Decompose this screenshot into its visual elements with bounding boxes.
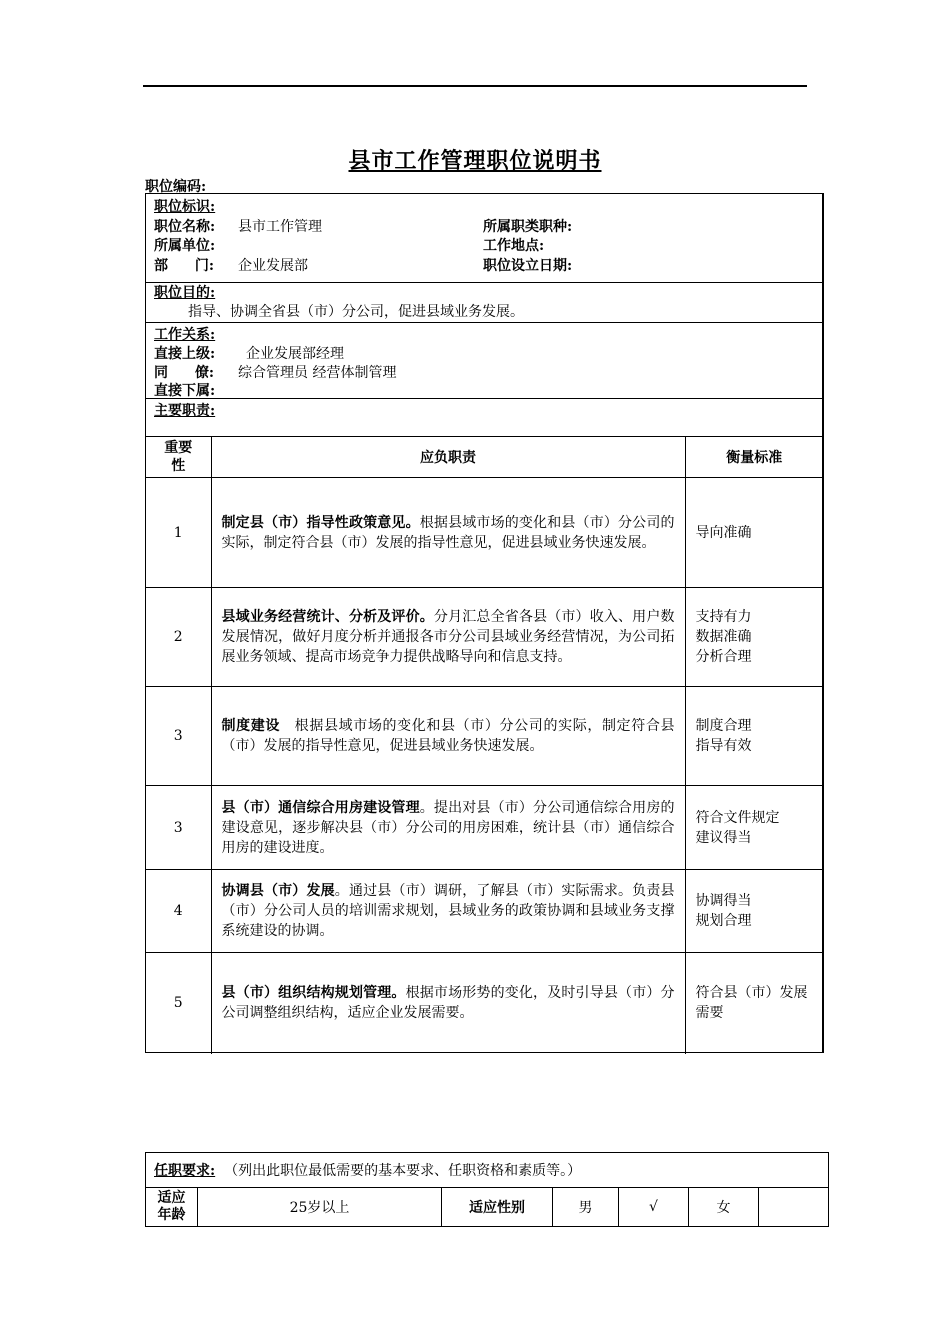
gender-female: 女 <box>689 1188 759 1227</box>
importance-cell: 3 <box>146 786 211 870</box>
measure-cell: 协调得当 规划合理 <box>685 870 823 953</box>
subordinate-label: 直接下属: <box>154 383 216 399</box>
gender-label: 适应性别 <box>442 1188 553 1227</box>
superior-label: 直接上级: <box>154 346 216 362</box>
age-label-cell <box>146 1188 198 1227</box>
duties-section <box>146 398 822 436</box>
age-label: 适应年龄 <box>157 1190 186 1223</box>
relations-section <box>146 322 822 399</box>
measure-cell: 符合文件规定 建议得当 <box>685 786 823 870</box>
duties-label: 主要职责: <box>154 403 216 419</box>
duty-text: 根据县域市场的变化和县（市）分公司的实际，制定符合县（市）发展的指导性意见，促进县域业务快速发展。 <box>221 514 675 551</box>
duty-text: 根据市场形势的变化，及时引导县（市）分公司调整组织结构，适应企业发展需要。 <box>221 985 675 1022</box>
job-category-label: 所属职类职种: <box>483 219 573 235</box>
department-value: 企业发展部 <box>238 258 308 274</box>
gender-female-checkbox <box>759 1188 829 1227</box>
table-row <box>146 588 823 687</box>
establish-date-label: 职位设立日期: <box>483 258 573 274</box>
measure-cell: 支持有力 数据准确 分析合理 <box>685 588 823 687</box>
importance-cell: 4 <box>146 870 211 953</box>
duty-cell <box>211 870 685 953</box>
duty-text: 分月汇总全省各县（市）收入、用户数发展情况，做好月度分析并通报各市分公司县域业务经营情况，为公司拓展业务领域、提高市场竞争力提供战略导向和信息支持。 <box>221 609 675 665</box>
duty-title: 协调县（市）发展 <box>221 883 335 899</box>
duty-title: 县（市）通信综合用房建设管理 <box>221 799 420 816</box>
duty-cell <box>211 953 685 1054</box>
identity-section-label: 职位标识: <box>154 199 216 215</box>
gender-male-checkmark: √ <box>619 1188 689 1227</box>
duty-table-header <box>146 437 823 478</box>
requirements-note: （列出此职位最低需要的基本要求、任职资格和素质等。） <box>224 1163 582 1179</box>
unit-label: 所属单位: <box>154 238 216 254</box>
superior-value: 企业发展部经理 <box>246 346 344 362</box>
table-row <box>146 786 823 870</box>
purpose-text: 指导、协调全省县（市）分公司，促进县域业务发展。 <box>188 304 524 320</box>
peer-label: 同 僚: <box>154 365 215 381</box>
duty-title: 制度建设 <box>221 718 281 734</box>
job-description-box <box>145 193 824 1053</box>
importance-header: 重要性 <box>146 437 211 478</box>
measure-cell: 导向准确 <box>685 478 823 588</box>
duty-text: 根据县域市场的变化和县（市）分公司的实际，制定符合县（市）发展的指导性意见，促进县域业务快速发展。 <box>221 718 675 754</box>
age-gender-row <box>146 1188 829 1227</box>
requirements-header-cell <box>146 1153 829 1188</box>
measure-cell: 符合县（市）发展需要 <box>685 953 823 1054</box>
table-row <box>146 478 823 588</box>
importance-cell: 1 <box>146 478 211 588</box>
duty-title: 制定县（市）指导性政策意见。 <box>221 514 420 531</box>
importance-cell: 3 <box>146 687 211 786</box>
document-title: 县市工作管理职位说明书 <box>348 148 602 174</box>
duty-text: 。提出对县（市）分公司通信综合用房的建设意见，逐步解决县（市）分公司的用房困难，统计县（市）通信综合用房的建设进度。 <box>221 799 675 856</box>
purpose-section <box>146 282 822 323</box>
duty-cell <box>211 478 685 588</box>
table-row <box>146 870 823 953</box>
requirements-label: 任职要求: <box>154 1163 216 1179</box>
measure-cell: 制度合理 指导有效 <box>685 687 823 786</box>
duty-title: 县域业务经营统计、分析及评价。 <box>221 609 434 625</box>
table-row <box>146 953 823 1054</box>
identity-section <box>146 194 822 283</box>
requirements-table <box>145 1152 829 1227</box>
requirements-header-row <box>146 1153 829 1188</box>
age-value: 25岁以上 <box>198 1188 442 1227</box>
gender-male: 男 <box>553 1188 619 1227</box>
position-code-label: 职位编码: <box>145 179 207 195</box>
header-rule <box>143 85 807 87</box>
position-name-label: 职位名称: <box>154 219 216 235</box>
table-row <box>146 687 823 786</box>
position-name-value: 县市工作管理 <box>238 219 322 235</box>
work-location-label: 工作地点: <box>483 238 545 254</box>
duty-text: 。通过县（市）调研，了解县（市）实际需求。负责县（市）分公司人员的培训需求规划，县域业务的政策协调和县域业务支撑系统建设的协调。 <box>221 883 675 939</box>
purpose-label: 职位目的: <box>154 285 216 301</box>
importance-cell: 2 <box>146 588 211 687</box>
measure-header: 衡量标准 <box>685 437 823 478</box>
department-label: 部 门: <box>154 258 215 274</box>
peer-value: 综合管理员 经营体制管理 <box>238 365 397 381</box>
duty-cell <box>211 687 685 786</box>
relations-label: 工作关系: <box>154 327 216 343</box>
duty-cell <box>211 588 685 687</box>
duty-title: 县（市）组织结构规划管理。 <box>221 985 406 1002</box>
responsibility-header: 应负职责 <box>211 437 685 478</box>
duty-table <box>146 436 823 1054</box>
importance-cell: 5 <box>146 953 211 1054</box>
duty-cell <box>211 786 685 870</box>
